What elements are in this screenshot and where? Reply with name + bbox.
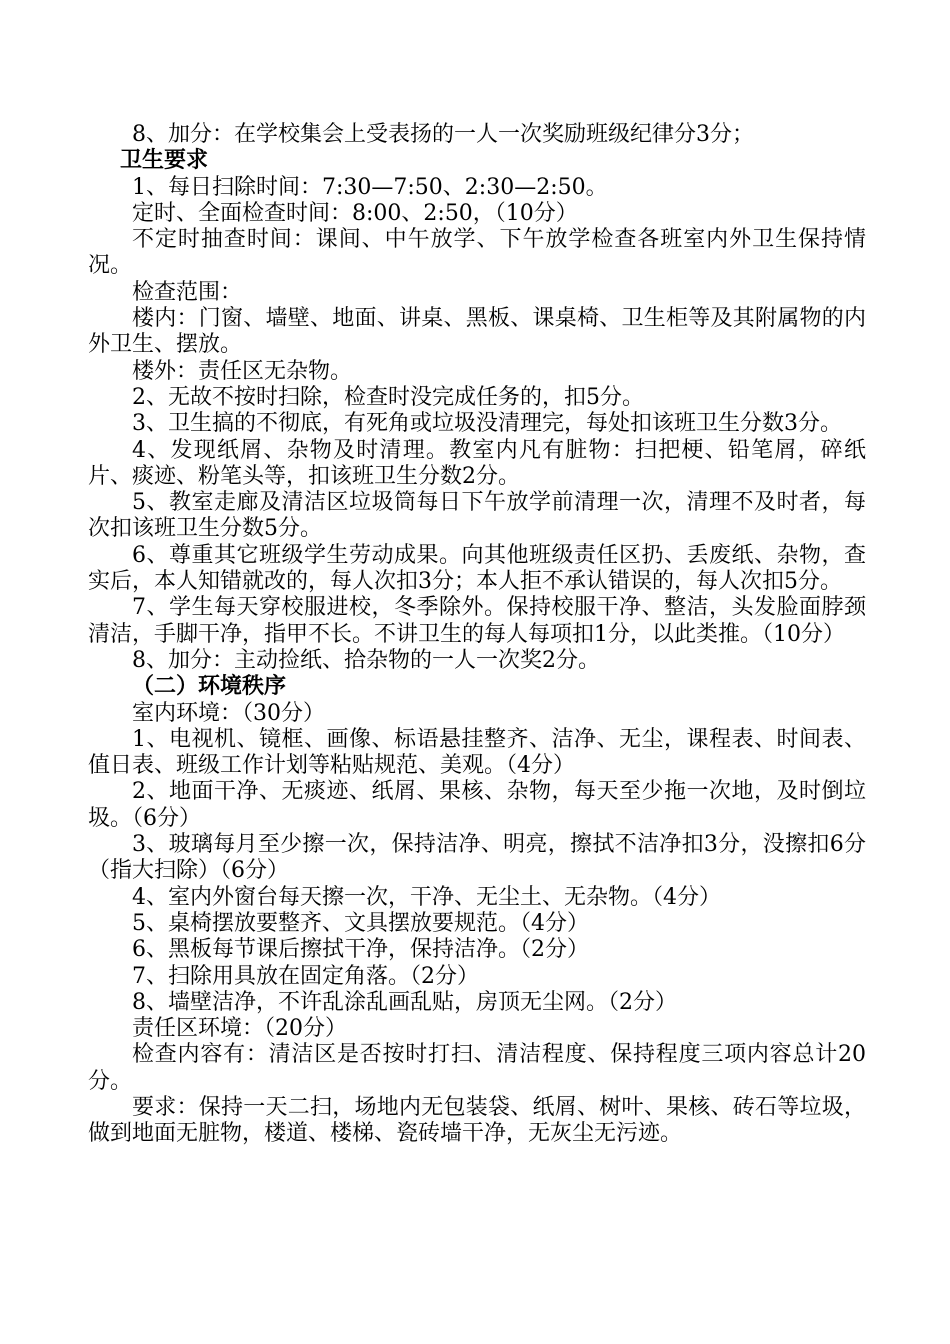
- paragraph-rule-3: 3、卫生搞的不彻底，有死角或垃圾没清理完，每处扣该班卫生分数3分。: [132, 411, 842, 437]
- paragraph-indoor-scope: 楼内：门窗、墙壁、地面、讲桌、黑板、课桌椅、卫生柜等及其附属物的内外卫生、摆放。: [88, 306, 866, 358]
- paragraph-indoor-environment: 室内环境：（30分）: [132, 700, 325, 726]
- paragraph-check-content: 检查内容有：清洁区是否按时打扫、清洁程度、保持程度三项内容总计20分。: [88, 1042, 866, 1094]
- paragraph-env-rule-7: 7、扫除用具放在固定角落。（2分）: [132, 963, 479, 989]
- paragraph-cleaning-time: 1、每日扫除时间：7:30—7:50、2:30—2:50。: [132, 174, 608, 200]
- paragraph-rule-7: 7、学生每天穿校服进校，冬季除外。保持校服干净、整洁，头发脸面脖颈清洁，手脚干净，指甲不长。不讲卫生的每人每项扣1分，以此类推。（10分）: [88, 595, 866, 647]
- document-page: [88, 122, 866, 1148]
- paragraph-rule-5: 5、教室走廊及清洁区垃圾筒每日下午放学前清理一次，清理不及时者，每次扣该班卫生分数5分。: [88, 490, 866, 542]
- paragraph-env-rule-5: 5、桌椅摆放要整齐、文具摆放要规范。（4分）: [132, 910, 589, 936]
- paragraph-env-rule-1: 1、电视机、镜框、画像、标语悬挂整齐、洁净、无尘，课程表、时间表、值日表、班级工作计划等粘贴规范、美观。（4分）: [88, 726, 866, 779]
- paragraph-env-rule-8: 8、墙壁洁净，不许乱涂乱画乱贴，房顶无尘网。（2分）: [132, 989, 677, 1015]
- paragraph-random-check: 不定时抽查时间：课间、中午放学、下午放学检查各班室内外卫生保持情况。: [88, 227, 866, 279]
- paragraph-check-scope: 检查范围：: [132, 279, 243, 305]
- heading-environment-order: （二）环境秩序: [132, 674, 287, 700]
- paragraph-env-rule-3: 3、玻璃每月至少擦一次，保持洁净、明亮，擦拭不洁净扣3分，没擦扣6分（指大扫除）（6分）: [88, 832, 866, 884]
- paragraph-inspection-time: 定时、全面检查时间：8:00、2:50，（10分）: [132, 200, 578, 226]
- paragraph-rule-6: 6、尊重其它班级学生劳动成果。向其他班级责任区扔、丢废纸、杂物，查实后，本人知错就改的，每人次扣3分；本人拒不承认错误的，每人次扣5分。: [88, 542, 866, 595]
- paragraph-outdoor-scope: 楼外：责任区无杂物。: [132, 358, 353, 384]
- paragraph-env-rule-6: 6、黑板每节课后擦拭干净，保持洁净。（2分）: [132, 937, 589, 963]
- paragraph-rule-4: 4、发现纸屑、杂物及时清理。教室内凡有脏物：扫把梗、铅笔屑，碎纸片、痰迹、粉笔头等，扣该班卫生分数2分。: [88, 437, 866, 489]
- heading-hygiene-requirements: 卫生要求: [120, 148, 209, 174]
- paragraph-responsibility-area: 责任区环境：（20分）: [132, 1016, 347, 1042]
- paragraph-rule-2: 2、无故不按时扫除，检查时没完成任务的，扣5分。: [132, 384, 644, 410]
- paragraph-env-rule-2: 2、地面干净、无痰迹、纸屑、果核、杂物，每天至少拖一次地，及时倒垃圾。（6分）: [88, 779, 866, 831]
- paragraph-discipline-bonus: 8、加分：在学校集会上受表扬的一人一次奖励班级纪律分3分；: [132, 122, 754, 147]
- paragraph-env-rule-4: 4、室内外窗台每天擦一次，干净、无尘土、无杂物。（4分）: [132, 884, 721, 910]
- paragraph-requirements: 要求：保持一天二扫，场地内无包装袋、纸屑、树叶、果核、砖石等垃圾，做到地面无脏物，楼道、楼梯、瓷砖墙干净，无灰尘无污迹。: [88, 1094, 866, 1147]
- paragraph-rule-8: 8、加分：主动捡纸、拾杂物的一人一次奖2分。: [132, 647, 600, 673]
